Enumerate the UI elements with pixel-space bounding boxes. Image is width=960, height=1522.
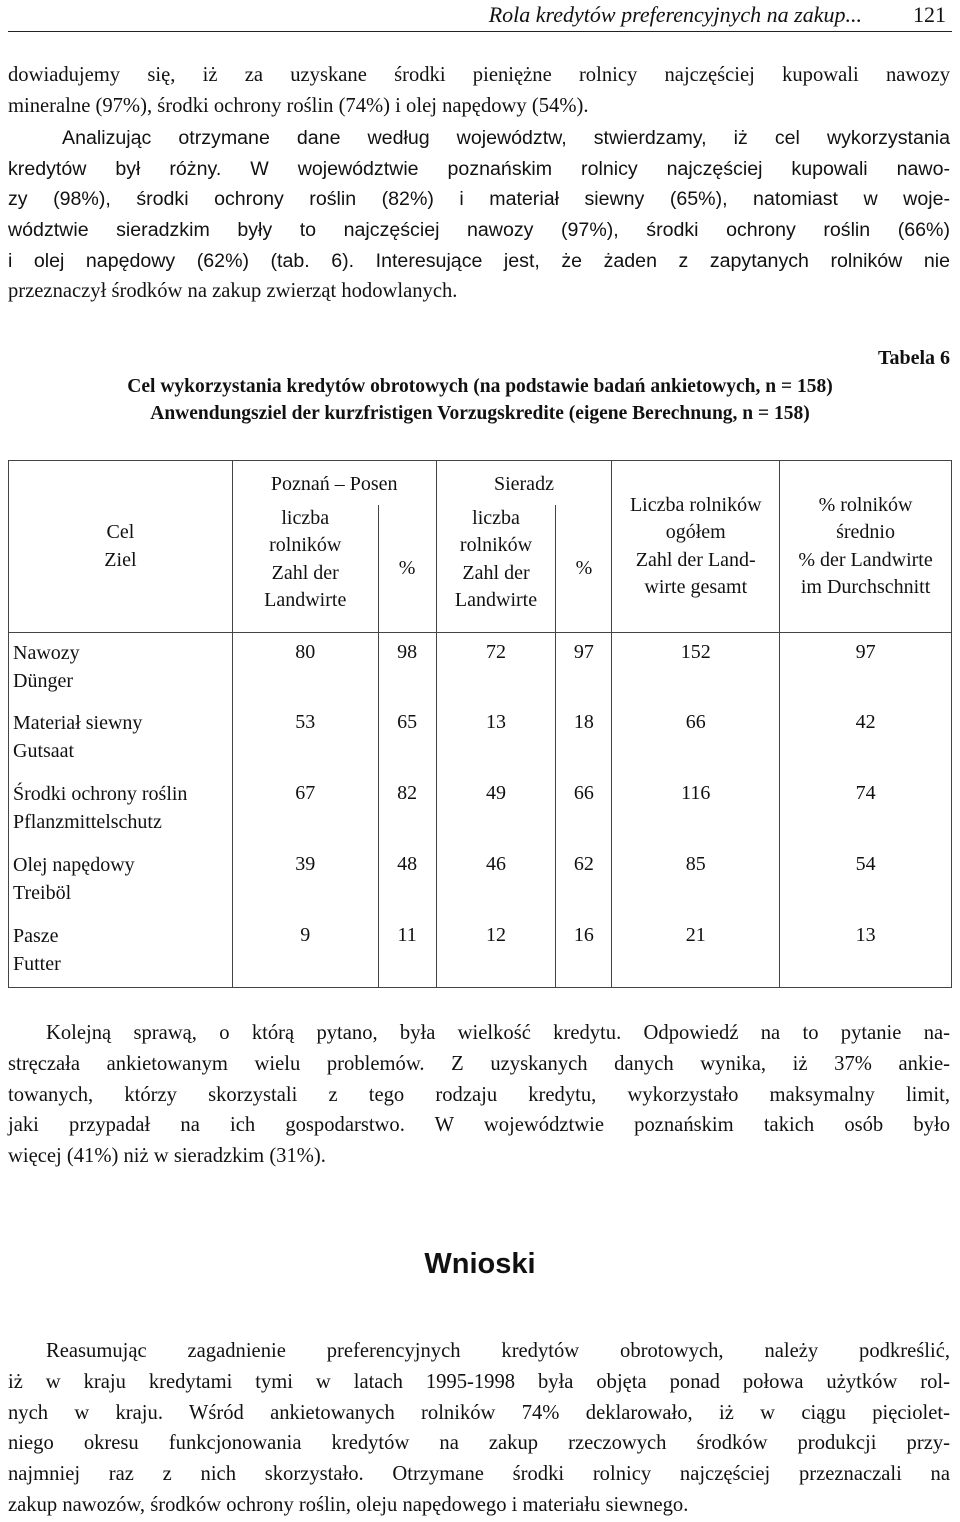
table-cell: 11 bbox=[378, 922, 436, 988]
section-heading: Wnioski bbox=[424, 1248, 536, 1280]
header-line: % rolników bbox=[818, 493, 913, 516]
text-line: mineralne (97%), środki ochrony roślin (74%) i olej napędowy (54%). bbox=[8, 94, 589, 117]
table-body bbox=[9, 633, 952, 988]
table-caption-de: Anwendungsziel der kurzfristigen Vorzugskredite (eigene Berechnung, n = 158) bbox=[150, 403, 810, 424]
table-row bbox=[9, 922, 952, 988]
table-cell: 62 bbox=[556, 851, 612, 922]
row-label-pl: Środki ochrony roślin bbox=[13, 782, 188, 805]
page-number: 121 bbox=[913, 2, 946, 27]
header-cel: Cel bbox=[106, 521, 135, 543]
row-label-de: Treiböl bbox=[13, 881, 72, 904]
row-label-de: Pflanzmittelschutz bbox=[13, 810, 162, 833]
header-line: wirte gesamt bbox=[644, 576, 748, 598]
text-line: stręczała ankietowanym wielu problemów. Z uzyskanych danych wynika, iż 37% ankie- bbox=[8, 1052, 950, 1075]
row-label-pl: Pasze bbox=[13, 924, 59, 947]
header-line: rolników bbox=[459, 534, 533, 556]
table-cell: 42 bbox=[855, 710, 876, 733]
text-line: nych w kraju. Wśród ankietowanych rolników 74% deklarowało, iż w ciągu pięciolet- bbox=[8, 1401, 950, 1424]
paragraph-credit-size bbox=[8, 1018, 950, 1172]
table-cell: 21 bbox=[612, 922, 780, 988]
table-row bbox=[9, 633, 952, 709]
text-line: Reasumując zagadnienie preferencyjnych kredytów obrotowych, należy podkreślić, bbox=[46, 1340, 950, 1362]
text-line: Analizując otrzymane dane według województw, stwierdzamy, iż cel wykorzystania bbox=[62, 127, 950, 149]
table-cell: 13 bbox=[855, 923, 876, 946]
table-cell: 54 bbox=[855, 852, 876, 875]
header-poznan: Poznań – Posen bbox=[232, 461, 436, 505]
text-line: zy (98%), środki ochrony roślin (82%) i materiał siewny (65%), natomiast w woje- bbox=[8, 188, 950, 211]
table-row bbox=[9, 851, 952, 922]
table-cell: 66 bbox=[612, 709, 780, 780]
running-header bbox=[8, 0, 952, 32]
row-label bbox=[9, 709, 233, 780]
table-cell: 152 bbox=[612, 633, 780, 709]
table-cell: 39 bbox=[232, 851, 378, 922]
table-cell: 66 bbox=[556, 780, 612, 851]
header-line: Liczba rolników bbox=[629, 493, 762, 516]
table-cell: 49 bbox=[436, 780, 556, 851]
text-line: najmniej raz z nich skorzystało. Otrzymane środki rolnicy najczęściej przeznaczali na bbox=[8, 1463, 950, 1486]
row-label bbox=[9, 851, 233, 922]
table-cell: 82 bbox=[378, 780, 436, 851]
row-label-de: Dünger bbox=[13, 670, 73, 692]
paragraph-analysis bbox=[8, 123, 950, 307]
header-line: Landwirte bbox=[264, 589, 347, 611]
table-cell: 48 bbox=[378, 851, 436, 922]
header-line: rolników bbox=[269, 534, 342, 556]
data-table bbox=[8, 460, 952, 988]
paragraph-conclusions bbox=[8, 1336, 950, 1521]
table-cell: 97 bbox=[556, 633, 612, 709]
row-label-pl: Nawozy bbox=[13, 642, 80, 664]
header-cel-ziel bbox=[9, 461, 233, 633]
paragraph-intro bbox=[8, 60, 950, 122]
table-cell: 85 bbox=[612, 851, 780, 922]
table-cell: 16 bbox=[556, 922, 612, 988]
text-line: dowiadujemy się, iż za uzyskane środki pieniężne rolnicy najczęściej kupowali nawozy bbox=[8, 64, 950, 86]
header-line: liczba bbox=[281, 506, 330, 529]
table-caption-pl: Cel wykorzystania kredytów obrotowych (na podstawie badań ankietowych, n = 158) bbox=[127, 376, 833, 397]
table-cell: 80 bbox=[232, 633, 378, 709]
table-number: Tabela 6 bbox=[877, 347, 950, 369]
header-total bbox=[612, 461, 780, 633]
table-cell: 74 bbox=[855, 781, 876, 804]
header-sieradz-percent: % bbox=[556, 505, 612, 633]
text-line: wództwie sieradzkim były to najczęściej nawozy (97%), środki ochrony roślin (66%) bbox=[8, 219, 950, 242]
header-sieradz: Sieradz bbox=[436, 461, 612, 505]
header-poznan-percent: % bbox=[378, 505, 436, 633]
header-line: Zahl der bbox=[271, 561, 339, 584]
text-line: niego okresu funkcjonowania kredytów na zakup rzeczowych środków produkcji przy- bbox=[8, 1432, 950, 1455]
text-line: kredytów był różny. W województwie poznańskim rolnicy najczęściej kupowali nawo- bbox=[8, 157, 950, 180]
table-cell: 116 bbox=[612, 780, 780, 851]
row-label bbox=[9, 780, 233, 851]
table-cell: 12 bbox=[436, 922, 556, 988]
table-row bbox=[9, 780, 952, 851]
table-cell: 53 bbox=[232, 709, 378, 780]
text-line: Kolejną sprawą, o którą pytano, była wielkość kredytu. Odpowiedź na to pytanie na- bbox=[46, 1022, 950, 1044]
table-cell: 18 bbox=[556, 709, 612, 780]
table-cell: 97 bbox=[855, 641, 876, 663]
text-line: zakup nawozów, środków ochrony roślin, oleju napędowego i materiału siewnego. bbox=[8, 1493, 689, 1516]
text-line: więcej (41%) niż w sieradzkim (31%). bbox=[8, 1145, 326, 1168]
row-label-pl: Materiał siewny bbox=[13, 711, 143, 734]
text-line: jaki przypadał na ich gospodarstwo. W województwie poznańskim takich osób było bbox=[8, 1114, 950, 1137]
header-line: Landwirte bbox=[454, 589, 538, 611]
table-cell: 65 bbox=[378, 709, 436, 780]
table-cell: 72 bbox=[436, 633, 556, 709]
row-label bbox=[9, 633, 233, 709]
header-ziel: Ziel bbox=[104, 548, 137, 571]
row-label bbox=[9, 922, 233, 988]
running-title: Rola kredytów preferencyjnych na zakup... bbox=[488, 2, 862, 27]
row-label-de: Gutsaat bbox=[13, 739, 75, 762]
header-line: Zahl der bbox=[462, 561, 530, 584]
header-line: średnio bbox=[836, 521, 895, 543]
header-line: liczba bbox=[472, 506, 520, 529]
table-cell: 13 bbox=[436, 709, 556, 780]
text-line: towanych, którzy skorzystali z tego rodzaju kredytu, wykorzystało maksymalny limit, bbox=[8, 1083, 950, 1106]
header-poznan-count bbox=[232, 505, 378, 633]
header-sieradz-count bbox=[436, 505, 556, 633]
header-line: im Durchschnitt bbox=[800, 576, 931, 598]
text-line: iż w kraju kredytami tymi w latach 1995-1998 była objęta ponad połowa użytków rol- bbox=[8, 1370, 950, 1393]
header-line: % der Landwirte bbox=[798, 548, 933, 571]
header-average bbox=[780, 461, 952, 633]
header-line: Zahl der Land- bbox=[635, 548, 756, 571]
row-label-pl: Olej napędowy bbox=[13, 853, 135, 876]
text-line: przeznaczył środków na zakup zwierząt hodowlanych. bbox=[8, 280, 458, 303]
text-line: i olej napędowy (62%) (tab. 6). Interesujące jest, że żaden z zapytanych rolników nie bbox=[8, 249, 950, 272]
table-cell: 46 bbox=[436, 851, 556, 922]
table-cell: 9 bbox=[232, 922, 378, 988]
table-row bbox=[9, 709, 952, 780]
row-label-de: Futter bbox=[13, 952, 61, 975]
table-cell: 67 bbox=[232, 780, 378, 851]
header-line: ogółem bbox=[665, 521, 726, 543]
table-cell: 98 bbox=[378, 633, 436, 709]
